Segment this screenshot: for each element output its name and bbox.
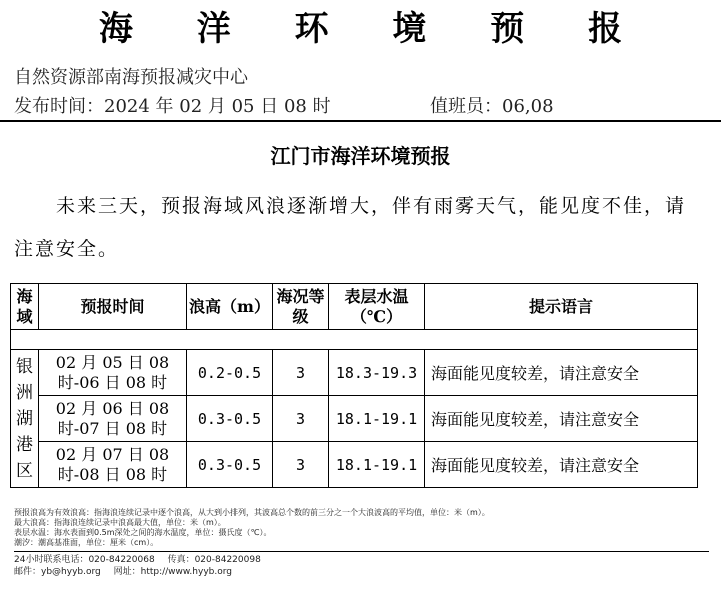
issuing-agency: 自然资源部南海预报减灾中心 — [14, 67, 248, 88]
row-time: 02 月 06 日 08 时-07 日 08 时 — [39, 396, 187, 442]
contact-line-phone — [14, 554, 714, 566]
row-temp: 18.1-19.1 — [329, 396, 425, 442]
header-tip: 提示语言 — [425, 284, 698, 330]
footnote-item: 潮汐：潮高基准面，单位：厘米（cm）。 — [14, 538, 159, 547]
forecast-subtitle: 江门市海洋环境预报 — [270, 144, 451, 168]
table-row — [11, 396, 698, 442]
table-header-row — [11, 284, 698, 330]
row-wave: 0.3-0.5 — [187, 396, 273, 442]
header-temp: 表层水温（℃） — [329, 284, 425, 330]
row-tip: 海面能见度较差，请注意安全 — [425, 350, 698, 396]
issue-info-row — [14, 95, 714, 119]
contact-info — [14, 554, 714, 578]
table-row — [11, 350, 698, 396]
row-sea-state: 3 — [273, 442, 329, 488]
document-title: 海 洋 环 境 预 报 — [98, 9, 649, 49]
email-link[interactable]: 邮件：yb@hyyb.org — [14, 567, 101, 577]
row-tip: 海面能见度较差，请注意安全 — [425, 396, 698, 442]
row-sea-state: 3 — [273, 396, 329, 442]
table-row — [11, 442, 698, 488]
forecast-summary: 未来三天，预报海域风浪逐渐增大，伴有雨雾天气，能见度不佳，请注意安全。 — [14, 195, 687, 260]
row-wave: 0.3-0.5 — [187, 442, 273, 488]
table-gap-row — [11, 330, 698, 350]
footnote-item: 预报浪高为有效浪高：指海浪连续记录中逐个浪高，从大到小排列，其波高总个数的前三分之一个大浪波高的平均值，单位：米（m）。 — [14, 508, 490, 517]
footnote-item: 最大浪高：指海浪连续记录中浪高最大值，单位：米（m）。 — [14, 518, 226, 527]
row-sea-state: 3 — [273, 350, 329, 396]
row-time: 02 月 05 日 08 时-06 日 08 时 — [39, 350, 187, 396]
row-time: 02 月 07 日 08 时-08 日 08 时 — [39, 442, 187, 488]
header-divider — [0, 120, 721, 122]
header-wave: 浪高（m） — [187, 284, 273, 330]
footnotes — [14, 508, 714, 548]
row-temp: 18.1-19.1 — [329, 442, 425, 488]
header-area: 海域 — [11, 284, 39, 330]
on-duty-staff: 值班员：06,08 — [430, 96, 554, 117]
header-sea-state: 海况等级 — [273, 284, 329, 330]
row-wave: 0.2-0.5 — [187, 350, 273, 396]
contact-line-web — [14, 566, 714, 578]
row-tip: 海面能见度较差，请注意安全 — [425, 442, 698, 488]
website-link[interactable]: 网址：http://www.hyyb.org — [113, 567, 232, 577]
row-temp: 18.3-19.3 — [329, 350, 425, 396]
hotline: 24小时联系电话：020-84220068 — [14, 555, 155, 565]
footnote-item: 表层水温：海水表面到0.5m深处之间的海水温度，单位：摄氏度（℃）。 — [14, 528, 272, 537]
header-time: 预报时间 — [39, 284, 187, 330]
fax: 传真：020-84220098 — [167, 555, 261, 565]
forecast-table — [10, 283, 698, 488]
area-name: 银洲湖港区 — [11, 350, 39, 488]
footer-divider — [14, 551, 709, 552]
issue-time: 发布时间：2024 年 02 月 05 日 08 时 — [14, 96, 331, 117]
